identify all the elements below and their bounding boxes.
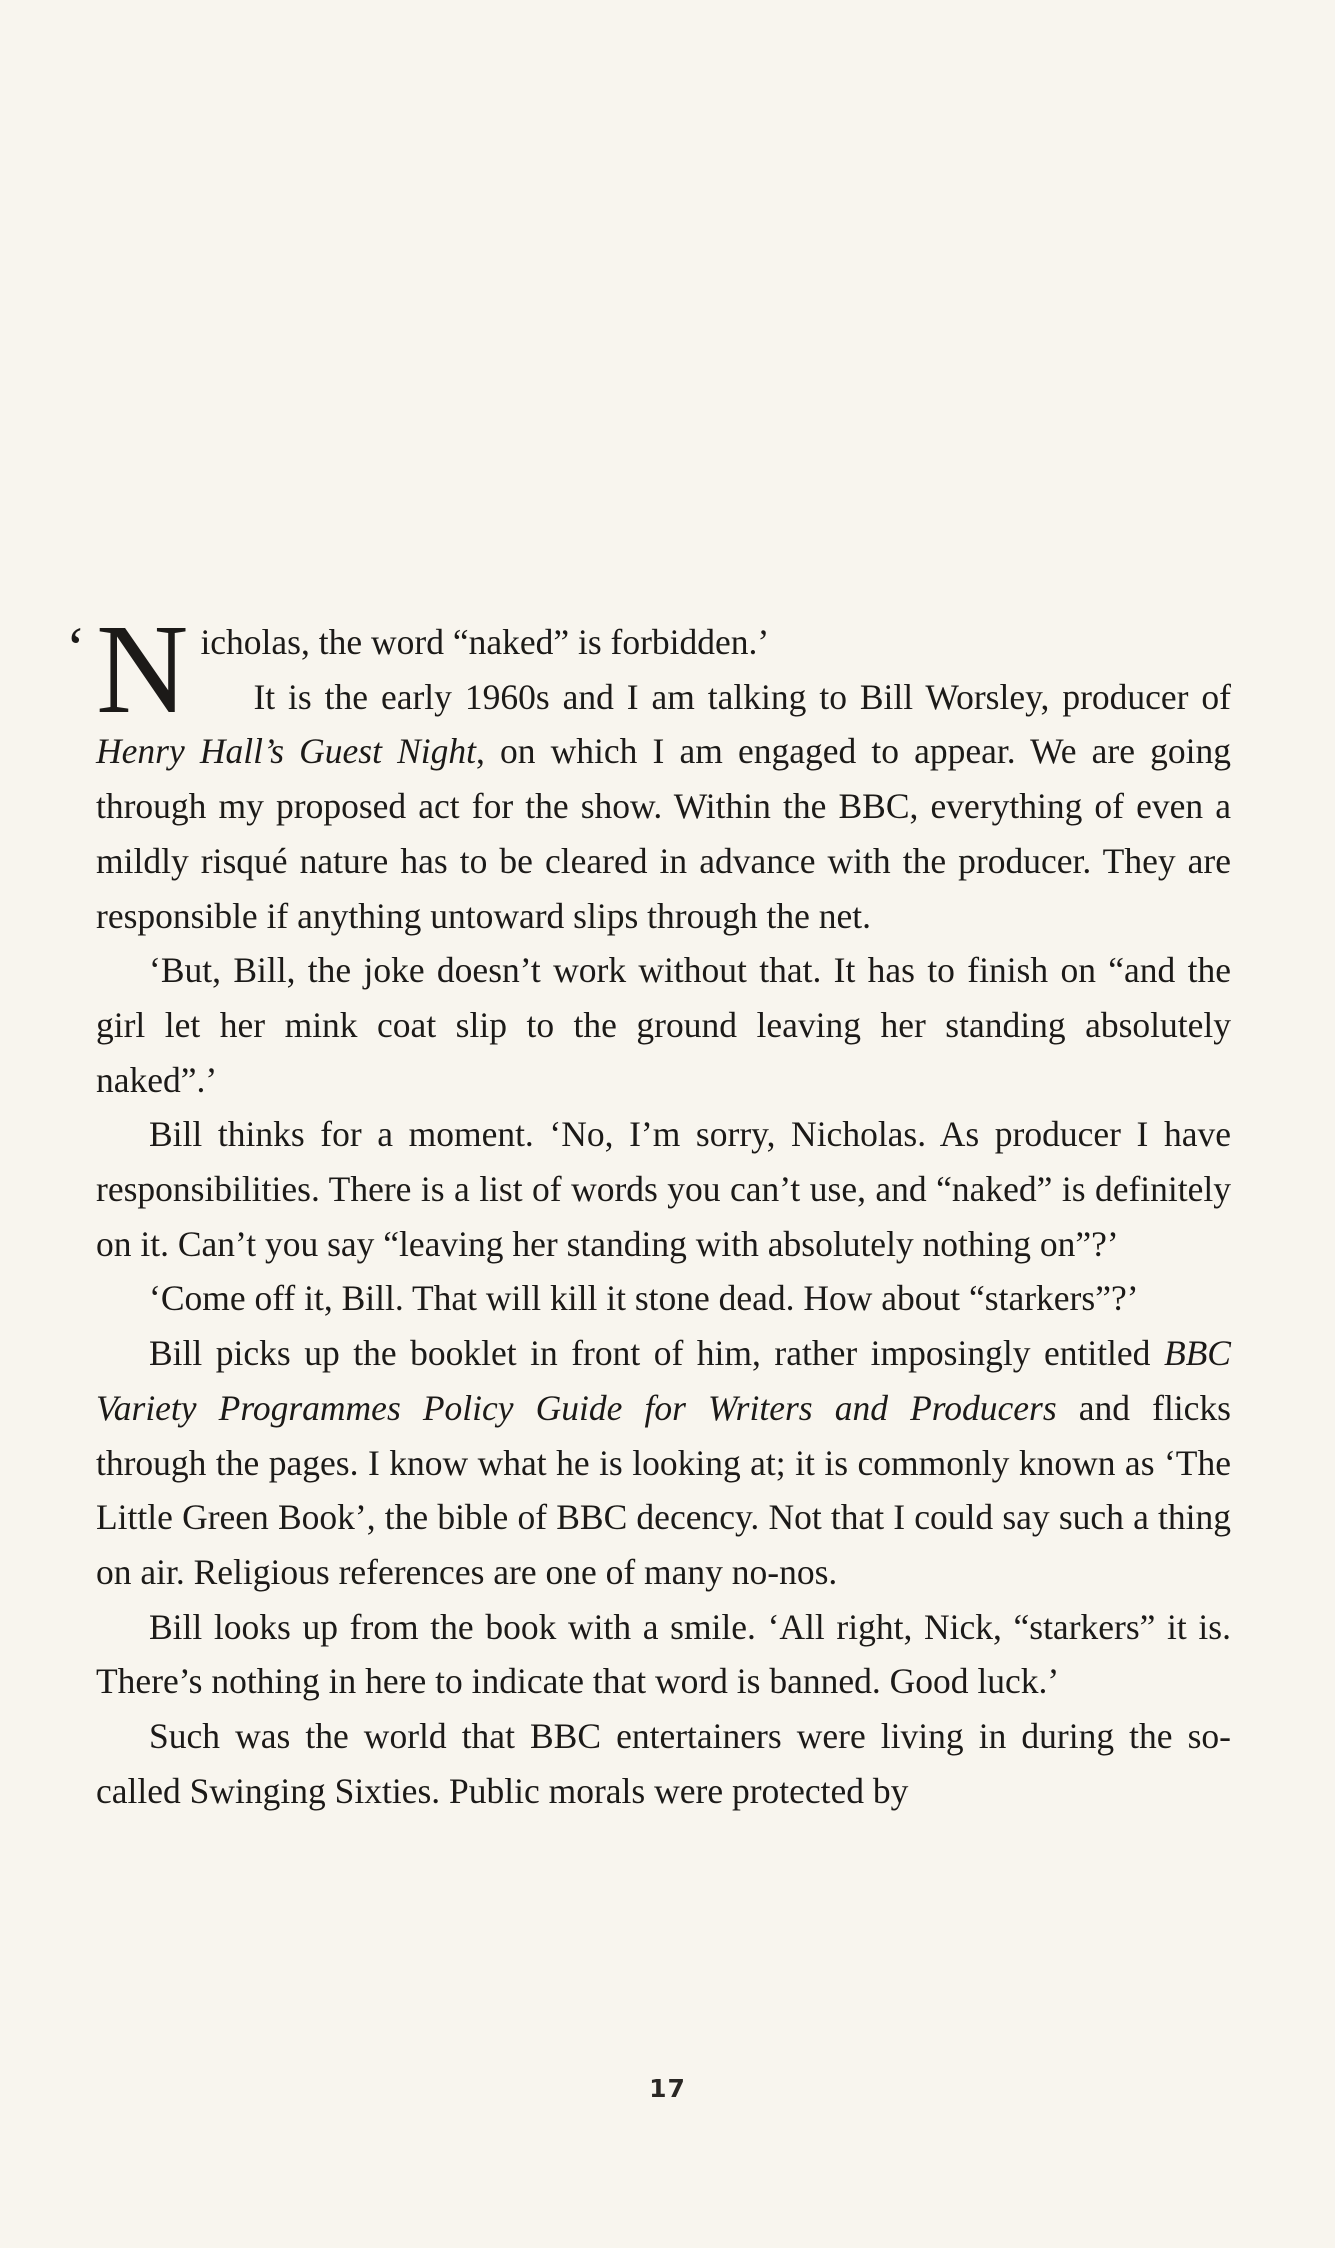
body-text — [66, 598, 1231, 1818]
paragraph-text: , on which I am engaged to appear. We are going through my proposed act for the show. Within the BBC, everything of even a mildly risqué nature has to be cleared in advance with the producer. They are responsible if anything untoward slips through the net. — [96, 731, 1231, 936]
paragraph-text: Bill thinks for a moment. ‘No, I’m sorry, Nicholas. As producer I have responsibilities. There is a list of words you can’t use, and “naked” is definitely on it. Can’t you say “leaving her standing with absolutely nothing on”?’ — [96, 1114, 1231, 1264]
paragraph-text: Bill picks up the booklet in front of him, rather imposingly entitled — [149, 1333, 1164, 1374]
page-number: 17 — [649, 2074, 686, 2103]
drop-cap: N — [96, 598, 189, 740]
paragraph — [96, 1271, 1231, 1326]
paragraph-text: It is the early 1960s and I am talking to Bill Worsley, producer of — [253, 676, 1231, 717]
paragraph-text: Bill looks up from the book with a smile. ‘All right, Nick, “starkers” it is. There’s nothing in here to indicate that word is banned. Good luck.’ — [96, 1606, 1231, 1702]
opening-quote-mark: ‘ — [66, 615, 86, 680]
paragraph — [96, 1600, 1231, 1709]
paragraph-text: ‘But, Bill, the joke doesn’t work without that. It has to finish on “and the girl let her mink coat slip to the ground leaving her standing absolutely naked”.’ — [96, 950, 1231, 1100]
paragraph — [96, 943, 1231, 1107]
paragraph — [96, 1326, 1231, 1600]
paragraph — [96, 670, 1231, 944]
italic-title: BBC Variety Programmes Policy Guide for Writers and Producers — [96, 1333, 1231, 1428]
paragraph — [96, 1107, 1231, 1271]
italic-title: Henry Hall’s Guest Night — [96, 731, 477, 772]
paragraph — [96, 1709, 1231, 1818]
opening-line: icholas, the word “naked” is forbidden.’ — [200, 622, 770, 662]
paragraph-text: and flicks through the pages. I know what he is looking at; it is commonly known as ‘The Little Green Book’, the bible of BBC decency. Not that I could say such a thing on air. Religious references are one of many no-nos. — [96, 1387, 1231, 1592]
paragraph-list — [96, 670, 1231, 1819]
paragraph-text: Such was the world that BBC entertainers were living in during the so-called Swinging Sixties. Public morals were protected by — [96, 1716, 1231, 1811]
paragraph-text: ‘Come off it, Bill. That will kill it stone dead. How about “starkers”?’ — [149, 1278, 1139, 1319]
